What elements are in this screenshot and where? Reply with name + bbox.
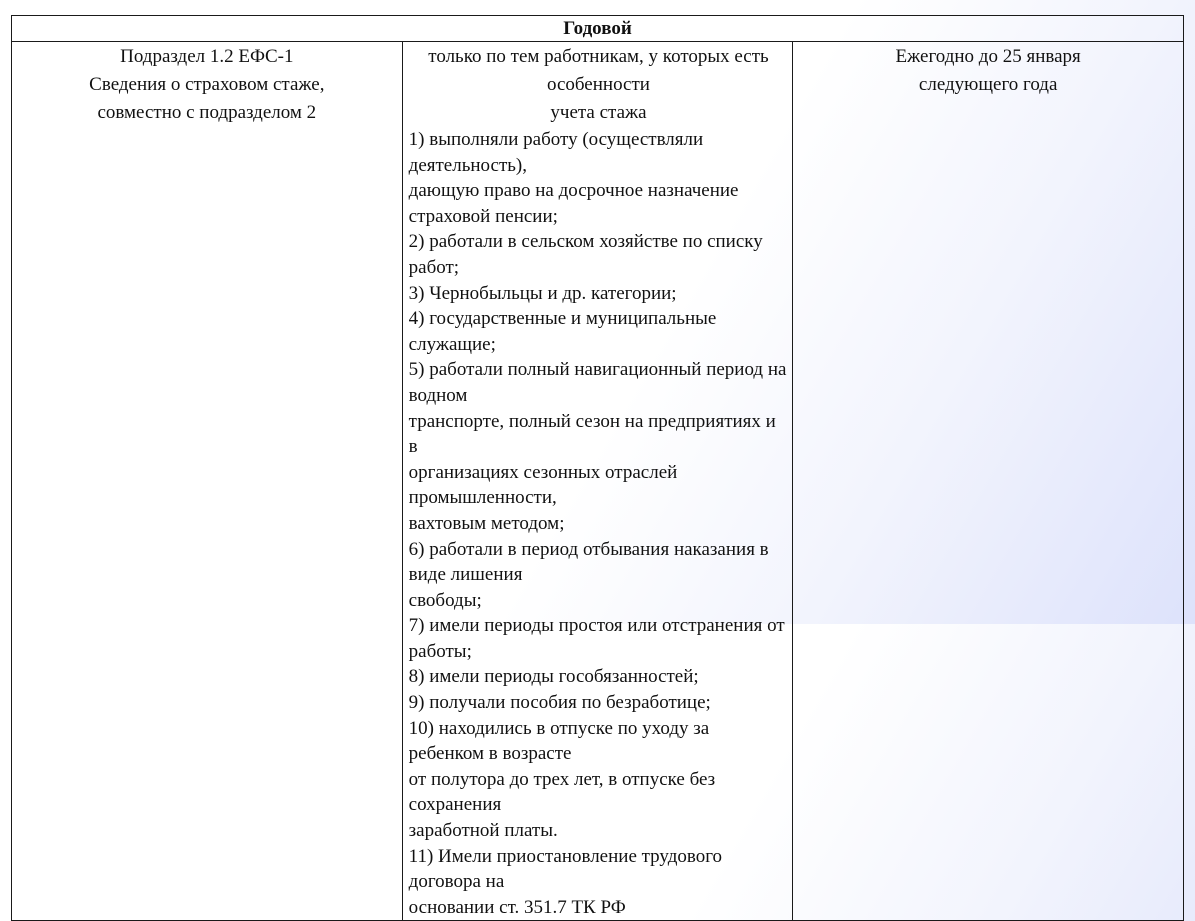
description-intro-line: только по тем работникам, у которых есть особенности [428, 46, 769, 95]
description-cell [402, 42, 793, 921]
description-intro [409, 43, 789, 127]
list-item: 8) имели периоды гособязанностей; [408, 666, 699, 688]
deadline-cell [793, 42, 1184, 921]
list-item: 10) находились в отпуске по уходу за ребенком в возрасте от полутора до трех лет, в отпуске без сохранения заработной платы. [408, 717, 716, 842]
table-header-row [12, 16, 1184, 42]
report-name-line: Сведения о страховом стаже, [89, 74, 325, 95]
reporting-table [11, 15, 1184, 921]
deadline-line: Ежегодно до 25 января [895, 46, 1081, 67]
list-item: 3) Чернобыльцы и др. категории; [408, 282, 677, 304]
list-item: 6) работали в период отбывания наказания в виде лишения свободы; [408, 538, 769, 611]
table-row [12, 42, 1184, 921]
report-name-cell [12, 42, 403, 921]
list-item: 2) работали в сельском хозяйстве по списку работ; [408, 231, 763, 278]
list-item: 9) получали пособия по безработице; [408, 692, 711, 714]
deadline-line: следующего года [918, 74, 1058, 95]
list-item: 1) выполняли работу (осуществляли деятельность), дающую право на досрочное назначение страховой пенсии; [408, 129, 739, 227]
list-item: 5) работали полный навигационный период на водном транспорте, полный сезон на предприятиях и в организациях сезонных отраслей промышленности, вахтовым методом; [408, 359, 787, 534]
list-item: 4) государственные и муниципальные служащие; [408, 308, 717, 355]
period-header: Годовой [12, 16, 1184, 42]
description-intro-line: учета стажа [550, 102, 647, 123]
report-name-line: совместно с подразделом 2 [97, 102, 317, 123]
list-item: 7) имели периоды простоя или отстранения от работы; [408, 615, 785, 662]
report-name-line: Подраздел 1.2 ЕФС-1 [120, 46, 294, 67]
list-item: 11) Имели приостановление трудового договора на основании ст. 351.7 ТК РФ [408, 845, 723, 918]
